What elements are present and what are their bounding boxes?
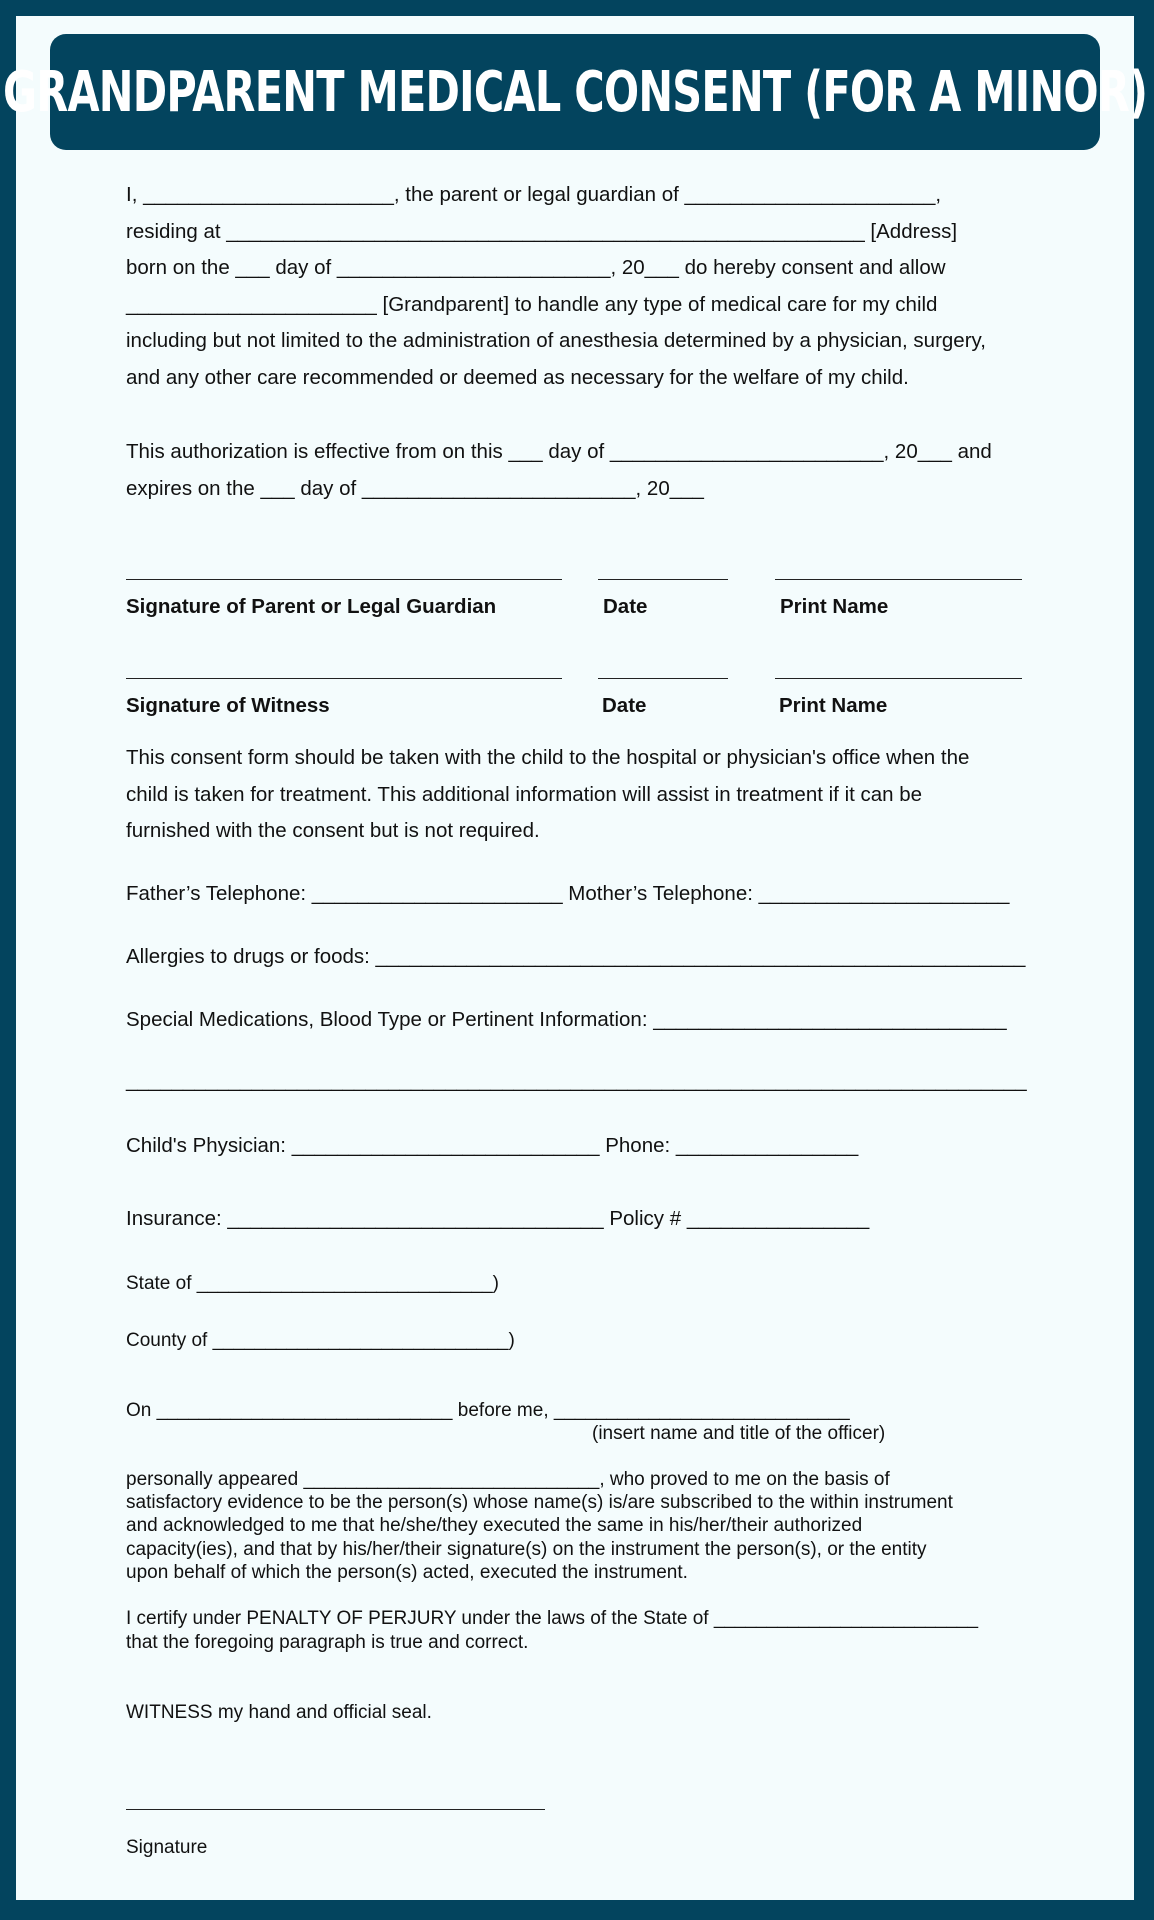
witness-print-name-line[interactable]: [775, 678, 1022, 679]
certify-line-2: that the foregoing paragraph is true and correct.: [126, 1632, 529, 1653]
consent-line-3: born on the ___ day of ________________________, 20___ do hereby consent and allow: [126, 256, 946, 279]
certify-line-1: I certify under PENALTY OF PERJURY under the laws of the State of _________________________: [126, 1608, 979, 1629]
witness-signature-label: Signature of Witness: [126, 694, 330, 717]
authorization-line-2: expires on the ___ day of ________________________, 20___: [126, 477, 704, 500]
appeared-line-4: capacity(ies), and that by his/her/their signature(s) on the instrument the person(s), or the entity: [126, 1539, 927, 1560]
parent-print-name-line[interactable]: [775, 579, 1022, 580]
appeared-line-3: and acknowledged to me that he/she/they executed the same in his/her/their authorized: [126, 1515, 863, 1536]
parent-date-label: Date: [603, 595, 648, 618]
witness-seal-text: WITNESS my hand and official seal.: [126, 1702, 432, 1723]
parent-date-line[interactable]: [598, 579, 728, 580]
special-info-continuation[interactable]: _______________________________________________________________________________: [126, 1069, 1027, 1092]
form-page: [2, 16, 1148, 1900]
notary-date-field[interactable]: On ____________________________ before me, ____________________________: [126, 1400, 850, 1421]
notary-signature-label: Signature: [126, 1837, 208, 1858]
witness-date-line[interactable]: [598, 678, 728, 679]
witness-date-label: Date: [602, 694, 647, 717]
physician-field[interactable]: Child's Physician: ___________________________ Phone: ________________: [126, 1134, 859, 1157]
appeared-line-5: upon behalf of which the person(s) acted, executed the instrument.: [126, 1562, 688, 1583]
info-line-1: This consent form should be taken with the child to the hospital or physician's office when the: [126, 746, 970, 769]
consent-line-4: ______________________ [Grandparent] to handle any type of medical care for my child: [126, 293, 938, 316]
insurance-field[interactable]: Insurance: _________________________________ Policy # ________________: [126, 1207, 870, 1230]
appeared-line-2: satisfactory evidence to be the person(s) whose name(s) is/are subscribed to the within instrument: [126, 1492, 953, 1513]
allergies-field[interactable]: Allergies to drugs or foods: _________________________________________________________: [126, 945, 1026, 968]
telephones-field[interactable]: Father’s Telephone: ______________________ Mother’s Telephone: ______________________: [126, 882, 1010, 905]
info-line-3: furnished with the consent but is not required.: [126, 819, 540, 842]
witness-signature-line[interactable]: [126, 678, 562, 679]
consent-line-5: including but not limited to the administration of anesthesia determined by a physician, surgery,: [126, 329, 986, 352]
consent-line-2: residing at ________________________________________________________ [Address]: [126, 220, 958, 243]
consent-line-6: and any other care recommended or deemed as necessary for the welfare of my child.: [126, 366, 909, 389]
parent-print-name-label: Print Name: [780, 595, 889, 618]
parent-signature-label: Signature of Parent or Legal Guardian: [126, 595, 497, 618]
witness-print-name-label: Print Name: [779, 694, 888, 717]
officer-note: (insert name and title of the officer): [592, 1423, 886, 1444]
info-line-2: child is taken for treatment. This additional information will assist in treatment if it can be: [126, 783, 923, 806]
title-banner: [2, 34, 1148, 150]
consent-line-1: I, ______________________, the parent or legal guardian of ______________________,: [126, 183, 942, 206]
appeared-line-1: personally appeared ____________________________, who proved to me on the basis of: [126, 1469, 890, 1490]
form-title: GRANDPARENT MEDICAL CONSENT (FOR A MINOR): [2, 59, 1148, 125]
special-info-field[interactable]: Special Medications, Blood Type or Pertinent Information: _______________________________: [126, 1008, 1007, 1031]
county-field[interactable]: County of ____________________________): [126, 1330, 515, 1351]
parent-signature-line[interactable]: [126, 579, 562, 580]
state-field[interactable]: State of ____________________________): [126, 1273, 499, 1294]
notary-signature-line[interactable]: [126, 1809, 545, 1810]
authorization-line-1: This authorization is effective from on this ___ day of ________________________, 20___ and: [126, 440, 992, 463]
